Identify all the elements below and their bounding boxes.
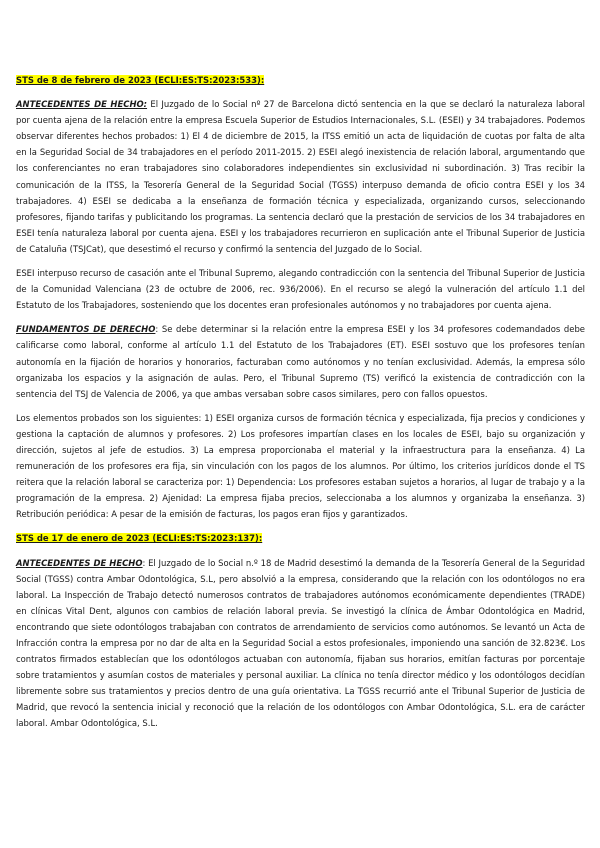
case2-title: STS de 17 de enero de 2023 (ECLI:ES:TS:2023:137): (16, 533, 263, 544)
case1-fundamentos-label: FUNDAMENTOS DE DERECHO (16, 324, 156, 335)
case1-antecedentes-paragraph (16, 96, 585, 257)
case1-antecedentes-text: El Juzgado de lo Social nº 27 de Barcelona dictó sentencia en la que se declaró la naturaleza laboral por cuenta ajena de la relación entre la empresa Escuela Superior de Estudios Internacionales, S.L. (ESEI) y 34 trabajadores. Podemos observar diferentes hechos probados: 1) El 4 de diciembre de 2015, la ITSS emitió un acta de liquidación de cuotas por falta de alta en la Seguridad Social de 34 trabajadores en el período 2011-2015. 2) ESEI alegó inexistencia de relación laboral, argumentando que los conferenciantes no eran trabajadores sino colaboradores independientes sin exclusividad ni subordinación. 3) Tras recibir la comunicación de la ITSS, la Tesorería General de la Seguridad Social (TGSS) interpuso demanda de oficio contra ESEI y los 34 trabajadores. 4) ESEI se dedicaba a la enseñanza de formación técnica y especializada, organizando cursos, seleccionando profesores, fijando tarifas y publicitando los programas. La sentencia declaró que la prestación de servicios de los 34 trabajadores en ESEI tenía naturaleza laboral por cuenta ajena. ESEI y los trabajadores recurrieron en suplicación ante el Tribunal Superior de Justicia de Cataluña (TSJCat), que desestimó el recurso y confirmó la sentencia del Juzgado de lo Social. (16, 99, 585, 254)
case1-elementos-paragraph: Los elementos probados son los siguientes: 1) ESEI organiza cursos de formación técnica y especializada, fija precios y condiciones y gestiona la captación de alumnos y profesores. 2) Los profesores impartían clases en los locales de ESEI, bajo su organización y dirección, sujetos al jefe de estudios. 3) La empresa proporcionaba el material y la infraestructura para la enseñanza. 4) La remuneración de los profesores era fija, sin vinculación con los pagos de los alumnos. Por último, los criterios jurídicos donde el TS reitera que la relación laboral se caracteriza por: 1) Dependencia: Los profesores estaban sujetos a horarios, al lugar de trabajo y a la programación de la empresa. 2) Ajenidad: La empresa fijaba precios, seleccionaba a los alumnos y organizaba la enseñanza. 3) Retribución periódica: A pesar de la emisión de facturas, los pagos eran fijos y garantizados. (16, 412, 585, 520)
case1-fundamentos-text: : Se debe determinar si la relación entre la empresa ESEI y los 34 profesores codemandados debe calificarse como laboral, conforme al artículo 1.1 del Estatuto de los Trabajadores (ET). ESEI sostuvo que los profesores tenían autonomía en la fijación de horarios y honorarios, facturaban como autónomos y no tenían exclusividad. Además, la empresa sólo organizaba los espacios y la asignación de aulas. Pero, el Tribunal Supremo (TS) verificó la existencia de contradicción con la sentencia del TSJ de Valencia de 2006, ya que ambas versaban sobre casos similares, pero con fallos opuestos. (16, 324, 585, 399)
case2-antecedentes-text: : El Juzgado de lo Social n.º 18 de Madrid desestimó la demanda de la Tesorería General de la Seguridad Social (TGSS) contra Ambar Odontológica, S.L, pero absolvió a la empresa, considerando que la relación con los odontólogos no era laboral. La Inspección de Trabajo detectó numerosos contratos de trabajadores autónomos económicamente dependientes (TRADE) en clínicas Vital Dent, algunos con cambios de relación laboral previa. Se investigó la clínica de Ámbar Odontológica en Madrid, encontrando que siete odontólogos trabajaban con contratos de arrendamiento de servicios como autónomos. Se levantó un Acta de Infracción contra la empresa por no dar de alta en la Seguridad Social a estos profesionales, imponiendo una sanción de 32.823€. Los contratos firmados establecían que los odontólogos actuaban con autonomía, fijaban sus horarios, emitían facturas por porcentaje sobre tratamientos y asumían costos de materiales y personal auxiliar. La clínica no tenía director médico y los odontólogos decidían libremente sobre sus tratamientos y precios dentro de una guía orientativa. La TGSS recurrió ante el Tribunal Superior de Justicia de Madrid, que revocó la sentencia inicial y reconoció que la relación de los odontólogos con Ambar Odontológica, S.L. era de carácter laboral. Ambar Odontológica, S.L. (16, 557, 585, 729)
case1-fundamentos-paragraph (16, 321, 585, 401)
case1-recurso-paragraph: ESEI interpuso recurso de casación ante el Tribunal Supremo, alegando contradicción con la sentencia del Tribunal Superior de Justicia de la Comunidad Valenciana (23 de octubre de 2006, rec. 936/2006). En el recurso se alegó la vulneración del artículo 1.1 del Estatuto de los Trabajadores, sosteniendo que los docentes eran profesionales autónomos y no trabajadores por cuenta ajena. (16, 268, 585, 311)
case2-antecedentes-label: ANTECEDENTES DE HECHO (16, 557, 143, 568)
case1-heading (16, 72, 585, 88)
case2-antecedentes-paragraph (16, 555, 585, 732)
document-body (16, 72, 585, 732)
case2-heading (16, 530, 585, 546)
case1-title: STS de 8 de febrero de 2023 (ECLI:ES:TS:2023:533): (16, 75, 265, 85)
case1-antecedentes-label: ANTECEDENTES DE HECHO: (16, 99, 148, 110)
